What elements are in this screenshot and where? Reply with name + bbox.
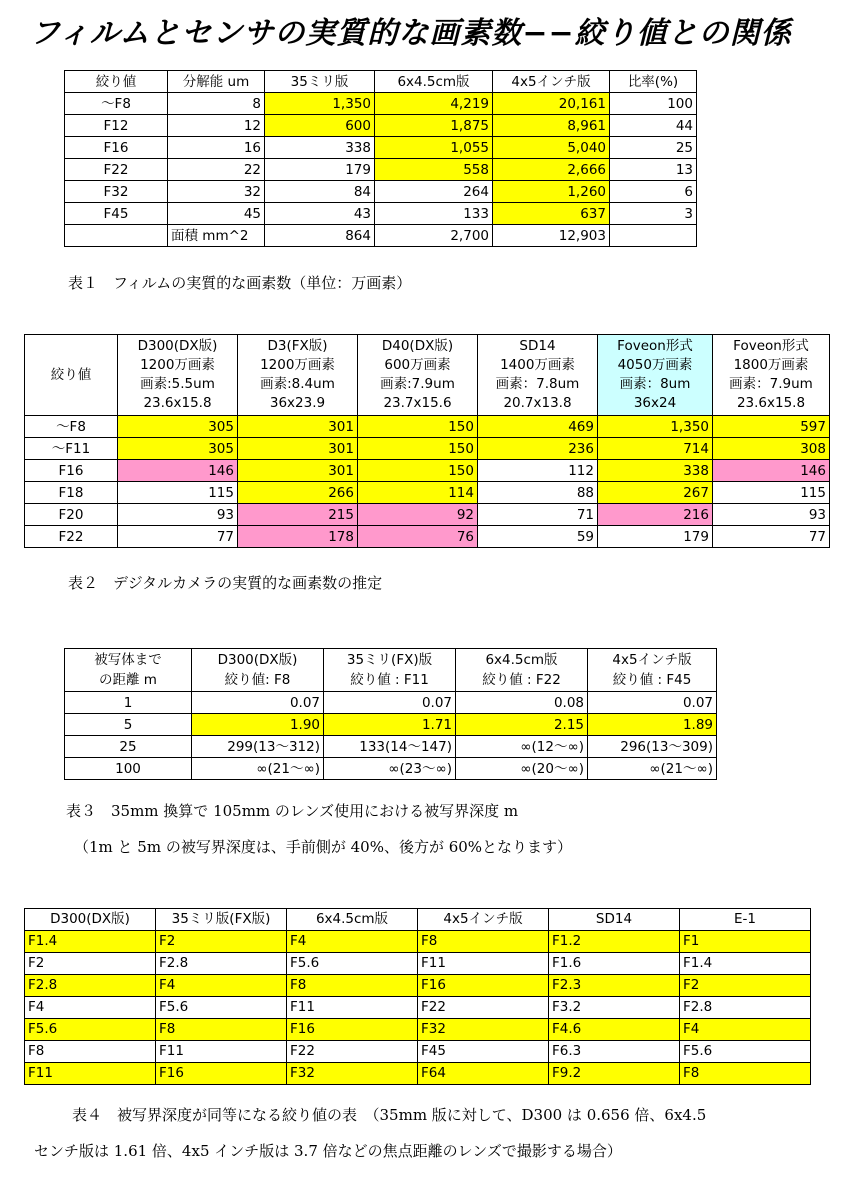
table-cell: F45 bbox=[65, 203, 168, 225]
table-cell: F2.8 bbox=[156, 953, 287, 975]
table-cell: 1.89 bbox=[588, 714, 717, 736]
table-cell: 1.90 bbox=[192, 714, 324, 736]
table-row-area bbox=[65, 225, 697, 247]
table-cell: 115 bbox=[713, 482, 830, 504]
table-cell: F16 bbox=[156, 1063, 287, 1085]
table-row bbox=[25, 1063, 811, 1085]
table-cell: 84 bbox=[265, 181, 375, 203]
column-header: E-1 bbox=[680, 909, 811, 931]
table-row bbox=[25, 416, 830, 438]
table-cell: F5.6 bbox=[156, 997, 287, 1019]
header-line: 画素：7.9um bbox=[729, 376, 813, 392]
table-row bbox=[65, 736, 717, 758]
column-header bbox=[588, 649, 717, 692]
table-cell: F18 bbox=[25, 482, 118, 504]
header-line: の距離 m bbox=[99, 672, 157, 688]
page-title: フィルムとセンサの実質的な画素数−−絞り値との関係 bbox=[30, 16, 792, 51]
header-line: 35ミリ(FX)版 bbox=[346, 652, 433, 668]
table-row bbox=[65, 115, 697, 137]
table-cell: F4 bbox=[25, 997, 156, 1019]
table-row bbox=[65, 203, 697, 225]
header-line: 23.6x15.8 bbox=[736, 395, 806, 411]
table-cell: 16 bbox=[168, 137, 265, 159]
table-cell: 59 bbox=[478, 526, 598, 548]
table-cell: 178 bbox=[238, 526, 358, 548]
table-cell: 150 bbox=[358, 438, 478, 460]
table-cell: 20,161 bbox=[493, 93, 610, 115]
table-cell: 115 bbox=[118, 482, 238, 504]
table-cell: 25 bbox=[610, 137, 697, 159]
header-line: 絞り値 : F22 bbox=[482, 672, 561, 688]
column-header: 4x5インチ版 bbox=[418, 909, 549, 931]
table-caption: 表１ フィルムの実質的な画素数（単位：万画素） bbox=[68, 274, 412, 292]
table-cell: F5.6 bbox=[25, 1019, 156, 1041]
table-cell: 92 bbox=[358, 504, 478, 526]
column-header bbox=[358, 335, 478, 416]
header-line: 1200万画素 bbox=[260, 357, 335, 373]
column-header bbox=[192, 649, 324, 692]
table-cell: F5.6 bbox=[287, 953, 418, 975]
table-row bbox=[25, 997, 811, 1019]
table-cell: 301 bbox=[238, 460, 358, 482]
column-header bbox=[478, 335, 598, 416]
header-line: 1400万画素 bbox=[500, 357, 575, 373]
table-cell: 0.07 bbox=[324, 692, 456, 714]
table-cell: 77 bbox=[713, 526, 830, 548]
column-header bbox=[238, 335, 358, 416]
header-line: D3(FX版) bbox=[267, 338, 328, 354]
table-row bbox=[65, 93, 697, 115]
header-line: D40(DX版) bbox=[381, 338, 454, 354]
table-cell: F1 bbox=[680, 931, 811, 953]
table-cell: F2 bbox=[25, 953, 156, 975]
table-cell: 面積 mm^2 bbox=[168, 225, 265, 247]
table-cell: 1,350 bbox=[598, 416, 713, 438]
table-cell: 1.71 bbox=[324, 714, 456, 736]
table-row bbox=[25, 931, 811, 953]
table-caption: 表２ デジタルカメラの実質的な画素数の推定 bbox=[68, 574, 383, 592]
header-line: 23.6x15.8 bbox=[143, 395, 212, 411]
table-cell: 1,055 bbox=[375, 137, 493, 159]
table-header-row bbox=[65, 649, 717, 692]
table-cell: 0.07 bbox=[588, 692, 717, 714]
header-line: 6x4.5cm版 bbox=[485, 652, 558, 668]
table-cell: 12,903 bbox=[493, 225, 610, 247]
table-cell: 4,219 bbox=[375, 93, 493, 115]
header-line: 36x23.9 bbox=[269, 395, 326, 411]
table-cell: 308 bbox=[713, 438, 830, 460]
table-caption: 表３ 35mm 換算で 105mm のレンズ使用における被写界深度 m bbox=[66, 802, 519, 820]
table-cell: 0.08 bbox=[456, 692, 588, 714]
table-cell: F32 bbox=[418, 1019, 549, 1041]
film-pixels-table bbox=[64, 70, 697, 247]
table-cell: ∞(20〜∞) bbox=[456, 758, 588, 780]
table-cell: F45 bbox=[418, 1041, 549, 1063]
table-cell: F4.6 bbox=[549, 1019, 680, 1041]
column-header bbox=[118, 335, 238, 416]
table-cell: F11 bbox=[156, 1041, 287, 1063]
table-cell: 179 bbox=[598, 526, 713, 548]
table-cell: F1.2 bbox=[549, 931, 680, 953]
table-cell: F16 bbox=[287, 1019, 418, 1041]
table-cell: 45 bbox=[168, 203, 265, 225]
column-header: 35ミリ版(FX版) bbox=[156, 909, 287, 931]
table-cell: F8 bbox=[156, 1019, 287, 1041]
column-header bbox=[713, 335, 830, 416]
table-row bbox=[25, 482, 830, 504]
table-cell: F2 bbox=[680, 975, 811, 997]
table-cell: F1.4 bbox=[680, 953, 811, 975]
header-line: Foveon形式 bbox=[733, 338, 809, 354]
table-cell: F16 bbox=[25, 460, 118, 482]
table-cell: F1.4 bbox=[25, 931, 156, 953]
column-header: 35ミリ版 bbox=[265, 71, 375, 93]
table-row bbox=[25, 438, 830, 460]
header-line: 4050万画素 bbox=[617, 357, 693, 373]
table-row bbox=[65, 137, 697, 159]
table-cell: 236 bbox=[478, 438, 598, 460]
table-caption-note: （1m と 5m の被写界深度は、手前側が 40%、後方が 60%となります） bbox=[74, 838, 573, 856]
column-header: D300(DX版) bbox=[25, 909, 156, 931]
table-row bbox=[65, 181, 697, 203]
header-line: SD14 bbox=[519, 338, 556, 354]
table-cell: 5 bbox=[65, 714, 192, 736]
table-cell: 301 bbox=[238, 438, 358, 460]
table-cell bbox=[65, 225, 168, 247]
table-cell: F1.6 bbox=[549, 953, 680, 975]
table-cell: F3.2 bbox=[549, 997, 680, 1019]
table-cell: F12 bbox=[65, 115, 168, 137]
table-cell: 32 bbox=[168, 181, 265, 203]
column-header bbox=[65, 649, 192, 692]
table-cell: 3 bbox=[610, 203, 697, 225]
table-cell: 133(14〜147) bbox=[324, 736, 456, 758]
table-cell: 44 bbox=[610, 115, 697, 137]
table-cell: 112 bbox=[478, 460, 598, 482]
header-line: D300(DX版) bbox=[137, 338, 218, 354]
column-header: 6x4.5cm版 bbox=[287, 909, 418, 931]
table-cell: 1,350 bbox=[265, 93, 375, 115]
table-row bbox=[25, 1019, 811, 1041]
table-row bbox=[25, 526, 830, 548]
header-line: 1800万画素 bbox=[733, 357, 809, 373]
table-cell: F4 bbox=[680, 1019, 811, 1041]
table-cell: 146 bbox=[118, 460, 238, 482]
table-cell: 77 bbox=[118, 526, 238, 548]
table-cell: 8 bbox=[168, 93, 265, 115]
table-cell: F2.8 bbox=[25, 975, 156, 997]
header-line: 23.7x15.6 bbox=[383, 395, 452, 411]
table-cell: F9.2 bbox=[549, 1063, 680, 1085]
column-header: 4x5インチ版 bbox=[493, 71, 610, 93]
table-cell: 864 bbox=[265, 225, 375, 247]
table-row bbox=[25, 460, 830, 482]
column-header: 絞り値 bbox=[25, 335, 118, 416]
table-cell: 〜F11 bbox=[25, 438, 118, 460]
table-caption-note: センチ版は 1.61 倍、4x5 インチ版は 3.7 倍などの焦点距離のレンズで撮影する場合） bbox=[34, 1142, 622, 1160]
table-header-row bbox=[25, 335, 830, 416]
table-cell: 338 bbox=[265, 137, 375, 159]
table-row bbox=[25, 953, 811, 975]
table-cell: 2.15 bbox=[456, 714, 588, 736]
table-cell: 305 bbox=[118, 416, 238, 438]
column-header: 分解能 um bbox=[168, 71, 265, 93]
header-line: 画素：7.8um bbox=[495, 376, 580, 392]
table-cell: F32 bbox=[65, 181, 168, 203]
table-cell: F11 bbox=[287, 997, 418, 1019]
column-header bbox=[456, 649, 588, 692]
column-header: 比率(%) bbox=[610, 71, 697, 93]
table-cell: F4 bbox=[156, 975, 287, 997]
table-row bbox=[25, 1041, 811, 1063]
header-line: 絞り値: F8 bbox=[224, 672, 291, 688]
table-cell: F64 bbox=[418, 1063, 549, 1085]
table-cell bbox=[610, 225, 697, 247]
table-cell: 267 bbox=[598, 482, 713, 504]
table-cell: 8,961 bbox=[493, 115, 610, 137]
table-cell: 6 bbox=[610, 181, 697, 203]
table-cell: ∞(12〜∞) bbox=[456, 736, 588, 758]
table-row bbox=[65, 692, 717, 714]
table-cell: 338 bbox=[598, 460, 713, 482]
table-cell: 〜F8 bbox=[25, 416, 118, 438]
header-line: 20.7x13.8 bbox=[503, 395, 572, 411]
table-cell: F6.3 bbox=[549, 1041, 680, 1063]
table-cell: 714 bbox=[598, 438, 713, 460]
header-line: 1200万画素 bbox=[140, 357, 215, 373]
header-line: Foveon形式 bbox=[617, 338, 693, 354]
equivalent-aperture-table bbox=[24, 908, 811, 1085]
table-caption: 表４ 被写界深度が同等になる絞り値の表 （35mm 版に対して、D300 は 0.656 倍、6x4.5 bbox=[72, 1106, 707, 1124]
table-cell: 558 bbox=[375, 159, 493, 181]
table-cell: 1,875 bbox=[375, 115, 493, 137]
table-cell: 296(13〜309) bbox=[588, 736, 717, 758]
table-cell: 71 bbox=[478, 504, 598, 526]
table-cell: 2,666 bbox=[493, 159, 610, 181]
header-line: D300(DX版) bbox=[217, 652, 298, 668]
table-cell: 179 bbox=[265, 159, 375, 181]
table-cell: 88 bbox=[478, 482, 598, 504]
header-line: 画素:8.4um bbox=[260, 376, 335, 392]
table-cell: 12 bbox=[168, 115, 265, 137]
table-cell: F32 bbox=[287, 1063, 418, 1085]
table-cell: 299(13〜312) bbox=[192, 736, 324, 758]
table-cell: ∞(23〜∞) bbox=[324, 758, 456, 780]
table-cell: 150 bbox=[358, 460, 478, 482]
table-cell: F8 bbox=[287, 975, 418, 997]
table-cell: F22 bbox=[418, 997, 549, 1019]
table-row bbox=[25, 504, 830, 526]
table-cell: F22 bbox=[287, 1041, 418, 1063]
table-cell: 93 bbox=[118, 504, 238, 526]
table-cell: 100 bbox=[65, 758, 192, 780]
table-cell: 25 bbox=[65, 736, 192, 758]
table-cell: F2 bbox=[156, 931, 287, 953]
table-cell: F4 bbox=[287, 931, 418, 953]
header-line: 画素：8um bbox=[619, 376, 691, 392]
table-cell: F22 bbox=[65, 159, 168, 181]
table-cell: F8 bbox=[418, 931, 549, 953]
header-line: 絞り値 : F45 bbox=[612, 672, 692, 688]
table-cell: 469 bbox=[478, 416, 598, 438]
header-line: 600万画素 bbox=[384, 357, 451, 373]
table-cell: 43 bbox=[265, 203, 375, 225]
table-row bbox=[25, 975, 811, 997]
table-cell: 76 bbox=[358, 526, 478, 548]
table-cell: 305 bbox=[118, 438, 238, 460]
table-cell: F11 bbox=[25, 1063, 156, 1085]
table-cell: F22 bbox=[25, 526, 118, 548]
table-cell: 100 bbox=[610, 93, 697, 115]
table-cell: 266 bbox=[238, 482, 358, 504]
table-row bbox=[65, 758, 717, 780]
table-cell: F8 bbox=[680, 1063, 811, 1085]
column-header: 絞り値 bbox=[65, 71, 168, 93]
table-cell: 93 bbox=[713, 504, 830, 526]
table-cell: 146 bbox=[713, 460, 830, 482]
depth-of-field-table bbox=[64, 648, 717, 780]
header-line: 4x5インチ版 bbox=[612, 652, 692, 668]
table-cell: F20 bbox=[25, 504, 118, 526]
table-cell: 1,260 bbox=[493, 181, 610, 203]
table-cell: ∞(21〜∞) bbox=[588, 758, 717, 780]
table-cell: 597 bbox=[713, 416, 830, 438]
header-line: 画素:7.9um bbox=[380, 376, 455, 392]
column-header: 6x4.5cm版 bbox=[375, 71, 493, 93]
table-cell: 600 bbox=[265, 115, 375, 137]
column-header: SD14 bbox=[549, 909, 680, 931]
table-cell: 5,040 bbox=[493, 137, 610, 159]
table-cell: F2.8 bbox=[680, 997, 811, 1019]
table-cell: F8 bbox=[25, 1041, 156, 1063]
table-cell: 264 bbox=[375, 181, 493, 203]
digital-camera-pixels-table bbox=[24, 334, 830, 548]
table-cell: 216 bbox=[598, 504, 713, 526]
table-cell: 114 bbox=[358, 482, 478, 504]
table-cell: F11 bbox=[418, 953, 549, 975]
table-row bbox=[65, 714, 717, 736]
table-cell: 301 bbox=[238, 416, 358, 438]
table-cell: 22 bbox=[168, 159, 265, 181]
table-cell: 〜F8 bbox=[65, 93, 168, 115]
header-line: 画素:5.5um bbox=[140, 376, 215, 392]
column-header bbox=[598, 335, 713, 416]
table-cell: 133 bbox=[375, 203, 493, 225]
table-cell: F2.3 bbox=[549, 975, 680, 997]
table-cell: 150 bbox=[358, 416, 478, 438]
table-header-row bbox=[25, 909, 811, 931]
table-cell: 2,700 bbox=[375, 225, 493, 247]
header-line: 36x24 bbox=[633, 395, 677, 411]
table-cell: ∞(21〜∞) bbox=[192, 758, 324, 780]
table-cell: F16 bbox=[418, 975, 549, 997]
table-cell: F5.6 bbox=[680, 1041, 811, 1063]
table-row bbox=[65, 159, 697, 181]
column-header bbox=[324, 649, 456, 692]
table-cell: 13 bbox=[610, 159, 697, 181]
table-cell: 0.07 bbox=[192, 692, 324, 714]
table-cell: 1 bbox=[65, 692, 192, 714]
header-line: 被写体まで bbox=[94, 652, 162, 668]
table-header-row bbox=[65, 71, 697, 93]
table-cell: 215 bbox=[238, 504, 358, 526]
table-cell: F16 bbox=[65, 137, 168, 159]
header-line: 絞り値 : F11 bbox=[350, 672, 429, 688]
table-cell: 637 bbox=[493, 203, 610, 225]
